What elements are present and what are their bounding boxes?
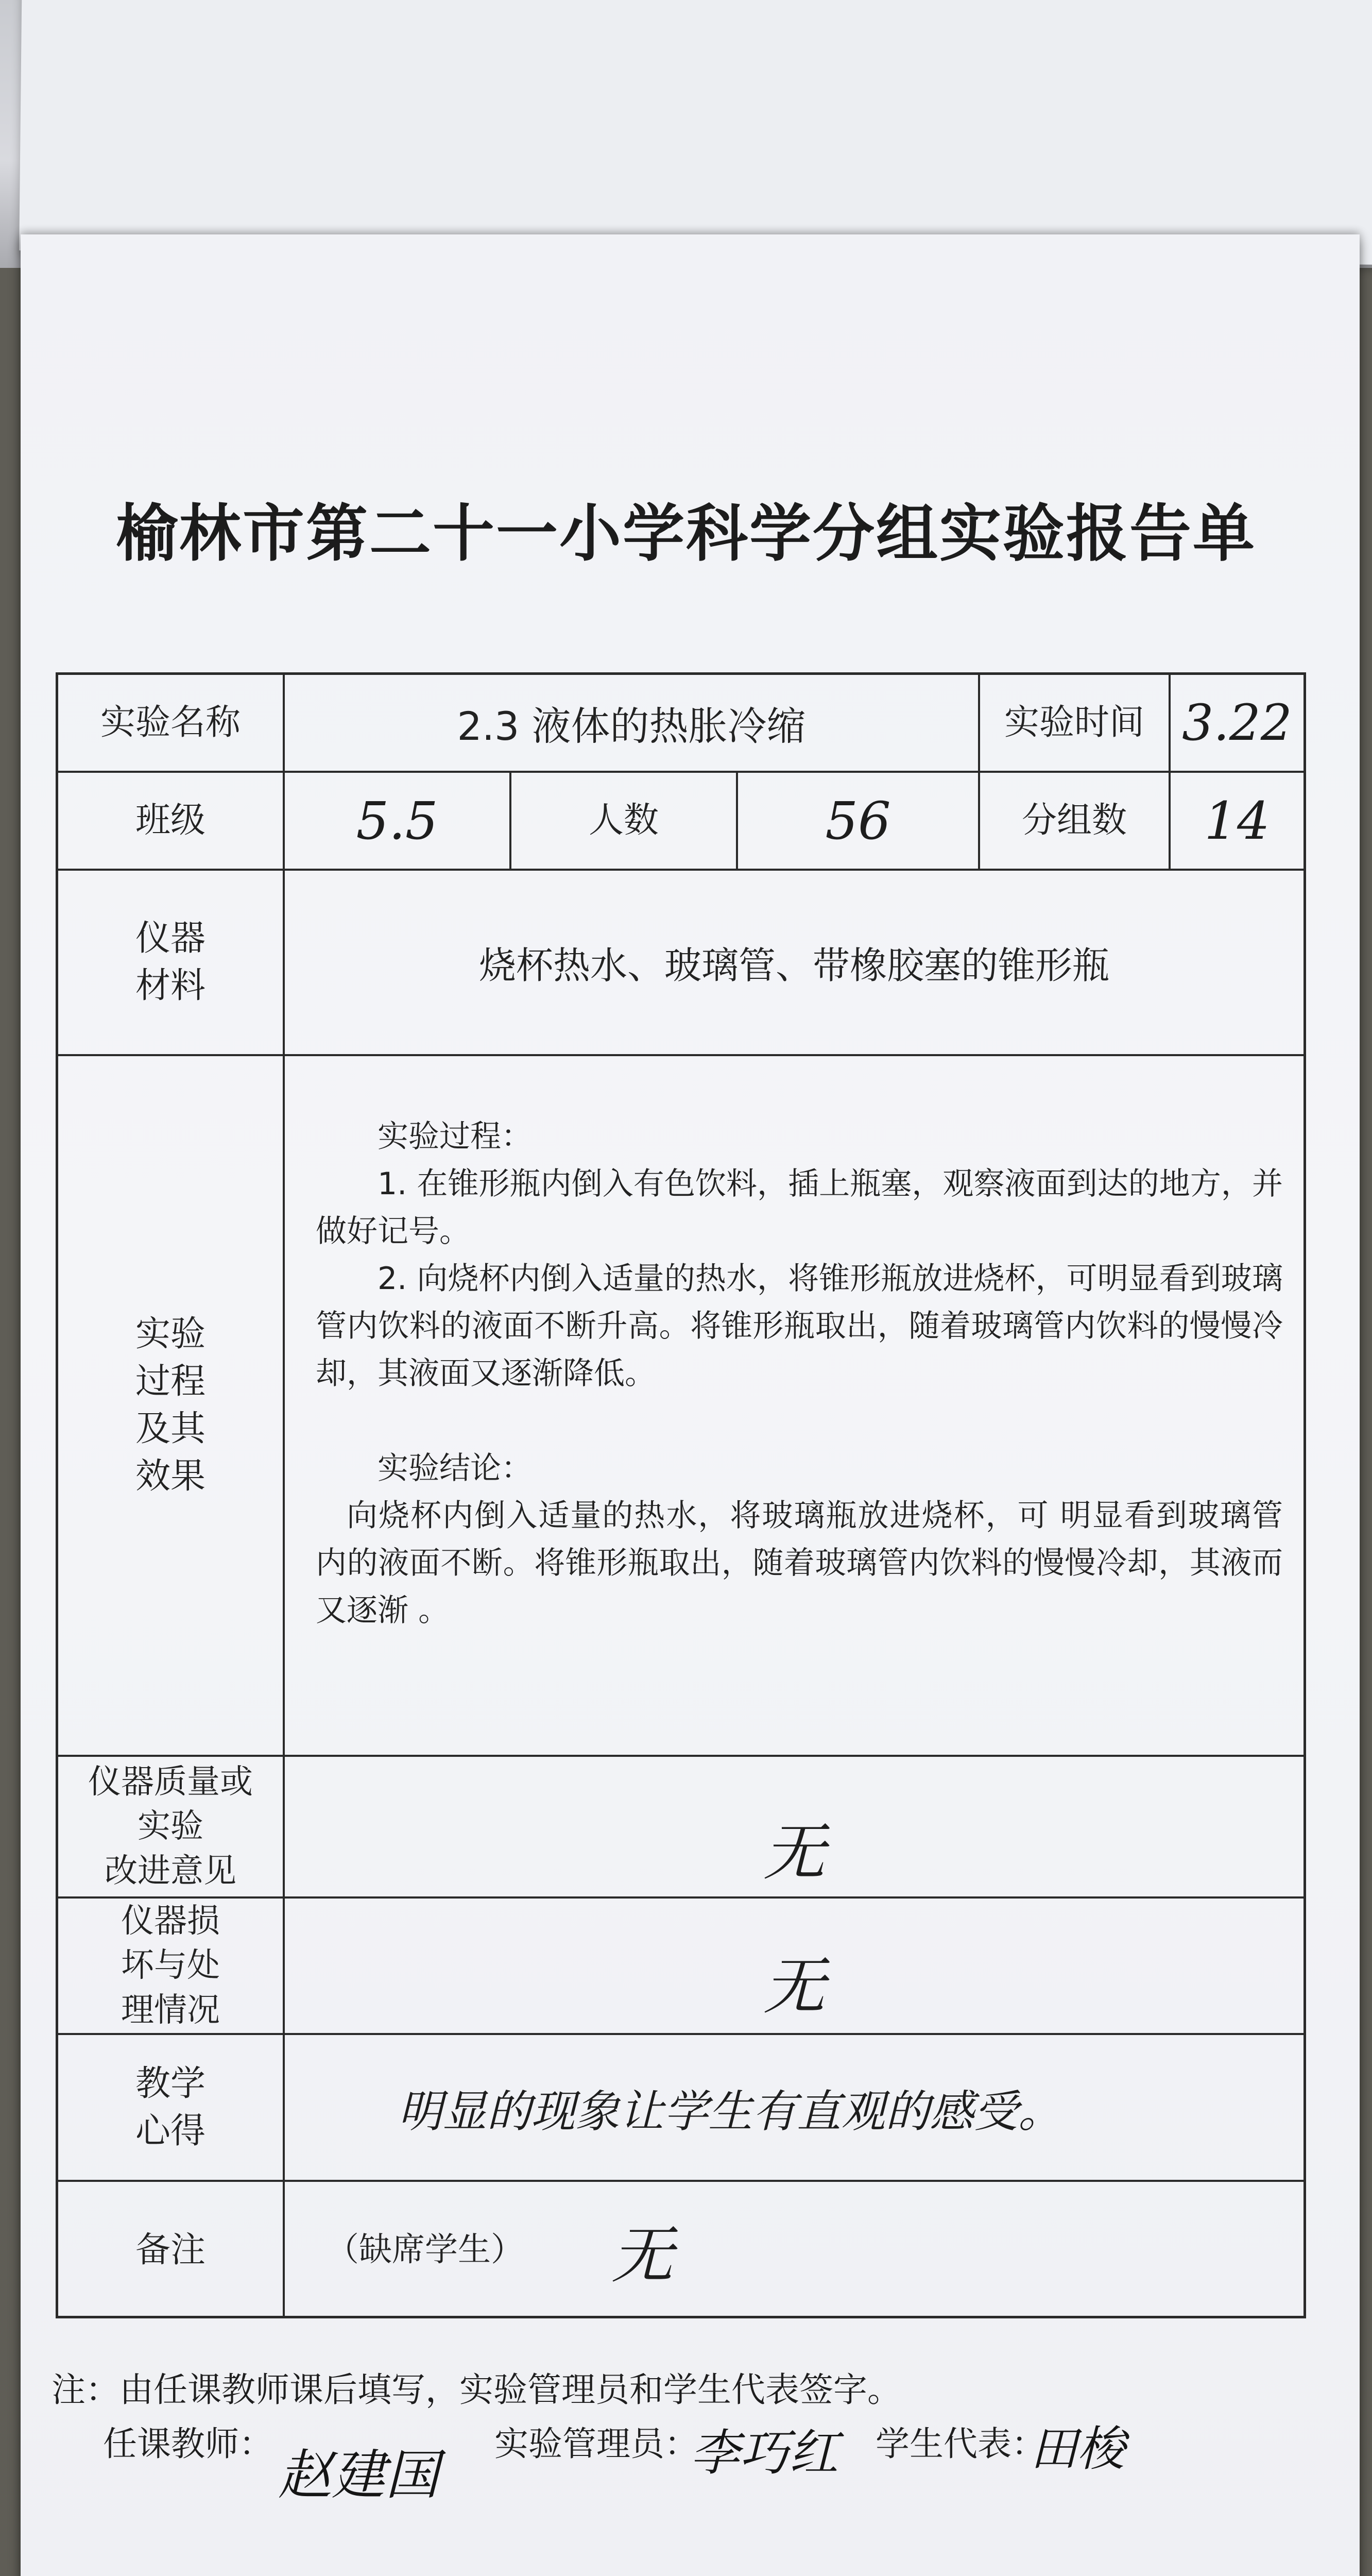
process-step-2: 2. 向烧杯内倒入适量的热水，将锥形瓶放进烧杯，可明显看到玻璃管内饮料的液面不断升高。将锥形瓶取出，随着玻璃管内饮料的慢慢冷却，其液面又逐渐降低。 [316,1261,1283,1392]
report-table [56,672,1306,2318]
label-quality-improve: 仪器质量或 实验 改进意见 [58,1757,285,1899]
student-signature: 田梭 [1030,2421,1125,2477]
label-experiment-name: 实验名称 [58,675,285,773]
label-groups: 分组数 [980,773,1171,871]
label-damage: 仪器损 坏与处 理情况 [58,1899,285,2035]
value-remarks: 无 [611,2219,673,2292]
label-class: 班级 [58,773,285,871]
value-damage: 无 [285,1899,1304,2035]
teacher-label: 任课教师： [103,2424,273,2464]
student-label: 学生代表： [876,2424,1045,2464]
label-remarks: 备注 [58,2182,285,2318]
report-title: 榆林市第二十一小学科学分组实验报告单 [116,498,1256,570]
conclusion-text: 向烧杯内倒入适量的热水，将玻璃瓶放进烧杯，可 明显看到玻璃管内的液面不断。将锥形瓶取出，随着玻璃管内饮料的慢慢冷却，其液而又逐渐 。 [316,1498,1283,1629]
value-groups: 14 [1171,773,1304,871]
footer-note: 注：由任课教师课后填写，实验管理员和学生代表签字。 [52,2370,901,2410]
label-process-effect: 实验 过程 及其 效果 [58,1056,285,1757]
process-heading: 实验过程： [378,1118,532,1155]
value-equipment: 烧杯热水、玻璃管、带橡胶塞的锥形瓶 [285,871,1304,1056]
remarks-prefix: （缺席学生） [326,2231,524,2269]
value-experiment-time: 3.22 [1171,675,1304,773]
label-teaching: 教学 心得 [58,2035,285,2182]
background-sheet [19,0,1372,265]
value-quality-improve: 无 [285,1757,1304,1899]
value-experiment-name: 2.3 液体的热胀冷缩 [285,675,980,773]
admin-signature: 李巧红 [690,2424,838,2482]
label-experiment-time: 实验时间 [980,675,1171,773]
conclusion-heading: 实验结论： [378,1450,532,1486]
teacher-signature: 赵建国 [278,2444,439,2506]
admin-label: 实验管理员： [494,2424,698,2464]
value-class: 5.5 [285,773,511,871]
label-equipment: 仪器 材料 [58,871,285,1056]
value-people: 56 [738,773,980,871]
process-section [285,1056,1304,1757]
process-step-1: 1. 在锥形瓶内倒入有色饮料，插上瓶塞，观察液面到达的地方，并做好记号。 [316,1166,1283,1249]
label-people: 人数 [511,773,738,871]
remarks-area [285,2182,1304,2318]
value-teaching: 明显的现象让学生有直观的感受。 [285,2035,1304,2182]
